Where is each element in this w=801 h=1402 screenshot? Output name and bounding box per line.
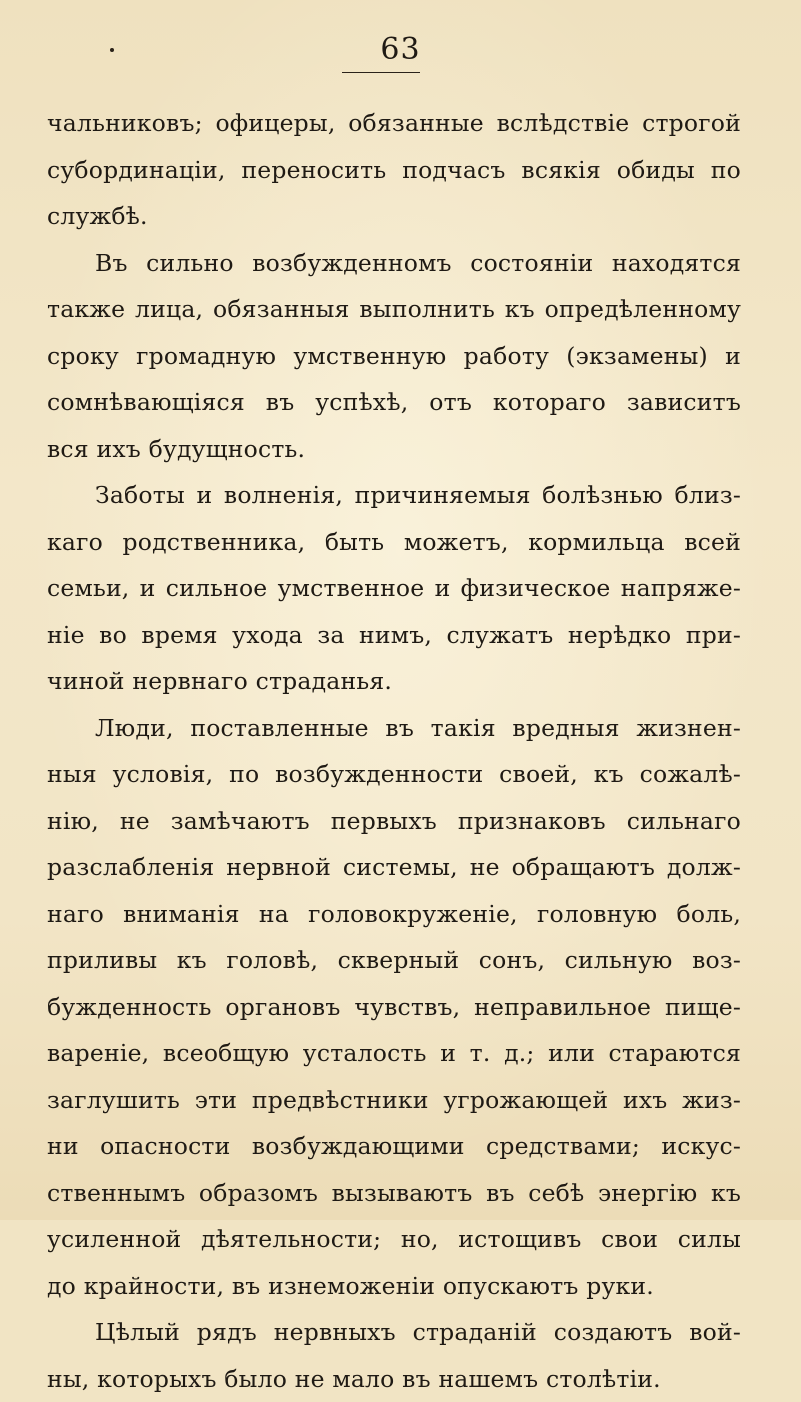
text-line: до крайности, въ изнеможеніи опускаютъ руки. <box>47 1263 741 1310</box>
text-line: заглушить эти предвѣстники угрожающей ихъ жиз- <box>47 1077 741 1124</box>
text-line: ственнымъ образомъ вызываютъ въ себѣ энергію къ <box>47 1170 741 1217</box>
text-line: разслабленія нервной системы, не обращаютъ долж- <box>47 844 741 891</box>
text-line: наго вниманія на головокруженіе, головную боль, <box>47 891 741 938</box>
text-line: каго родственника, быть можетъ, кормильца всей <box>47 519 741 566</box>
text-line: сроку громадную умственную работу (экзамены) и <box>47 333 741 380</box>
text-line: Цѣлый рядъ нервныхъ страданій создаютъ вой- <box>47 1309 741 1356</box>
text-line: сомнѣвающіяся въ успѣхѣ, отъ котораго зависитъ <box>47 379 741 426</box>
text-line: службѣ. <box>47 193 741 240</box>
text-line: ніе во время ухода за нимъ, служатъ нерѣдко при- <box>47 612 741 659</box>
text-line: чиной нервнаго страданья. <box>47 658 741 705</box>
text-line: усиленной дѣятельности; но, истощивъ свои силы <box>47 1216 741 1263</box>
text-line: субординаціи, переносить подчасъ всякія обиды по <box>47 147 741 194</box>
page-number-underline <box>342 72 420 73</box>
text-line: Заботы и волненія, причиняемыя болѣзнью близ- <box>47 472 741 519</box>
text-line: также лица, обязанныя выполнить къ опредѣленному <box>47 286 741 333</box>
body-text <box>47 100 741 1402</box>
text-line: Въ сильно возбужденномъ состояніи находятся <box>47 240 741 287</box>
text-line: ны, которыхъ было не мало въ нашемъ столѣтіи. <box>47 1356 741 1402</box>
text-line: ни опасности возбуждающими средствами; искус- <box>47 1123 741 1170</box>
text-line: семьи, и сильное умственное и физическое напряже- <box>47 565 741 612</box>
text-line: бужденность органовъ чувствъ, неправильное пище- <box>47 984 741 1031</box>
text-line: приливы къ головѣ, скверный сонъ, сильную воз- <box>47 937 741 984</box>
text-line: чальниковъ; офицеры, обязанные вслѣдствіе строгой <box>47 100 741 147</box>
text-line: вся ихъ будущность. <box>47 426 741 473</box>
text-line: ныя условія, по возбужденности своей, къ сожалѣ- <box>47 751 741 798</box>
text-line: нію, не замѣчаютъ первыхъ признаковъ сильнаго <box>47 798 741 845</box>
page-number: 63 <box>0 30 801 70</box>
text-line: Люди, поставленные въ такія вредныя жизнен- <box>47 705 741 752</box>
text-line: вареніе, всеобщую усталость и т. д.; или стараются <box>47 1030 741 1077</box>
